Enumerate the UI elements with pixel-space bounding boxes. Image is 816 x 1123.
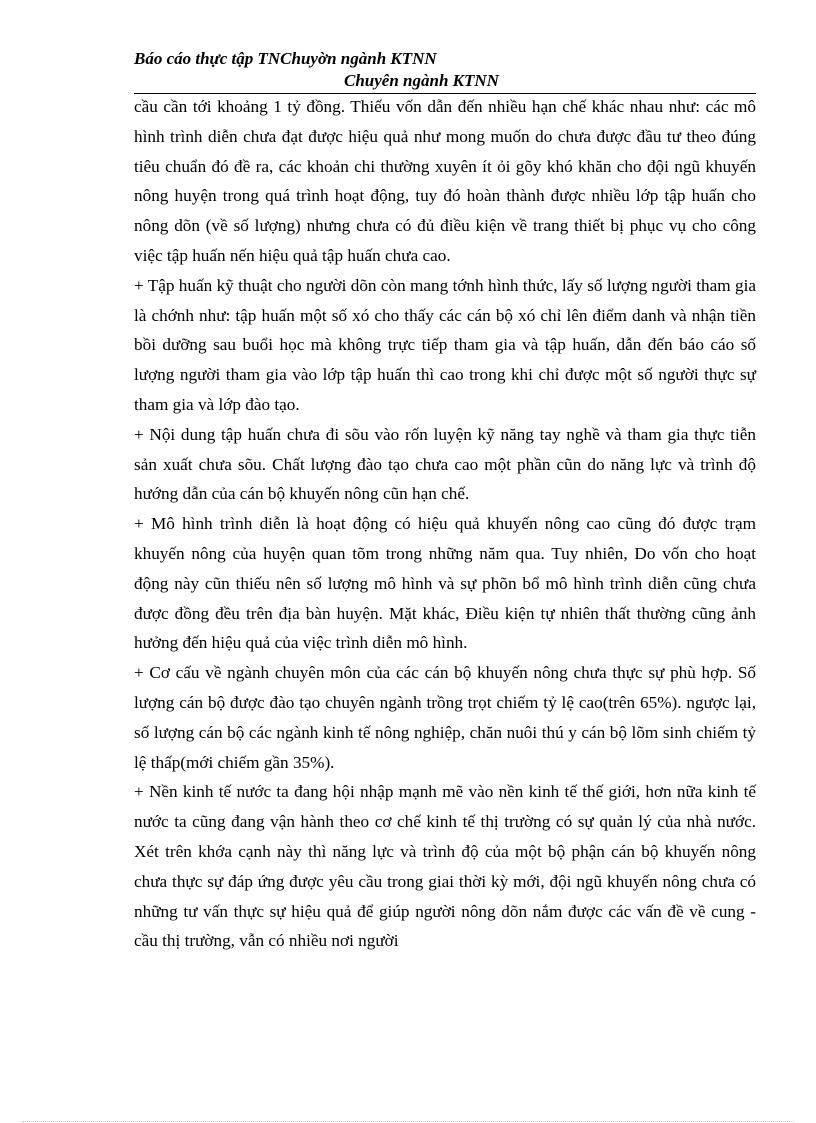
page-header [134, 48, 756, 92]
paragraph-demonstration-models: + Mô hình trình diễn là hoạt động có hiệu quả khuyến nông cao cũng đó được trạm khuyến nông của huyện quan tõm trong những năm qua. Tuy nhiên, Do vốn cho hoạt động này cũn thiếu nên số lượng mô hình và sự phõn bổ mô hình trình diễn cũng chưa được đồng đều trên địa bàn huyện. Mặt khác, Điều kiện tự nhiên thất thường cũng ảnh hưởng đến hiệu quả của việc trình diễn mô hình. [134, 514, 756, 653]
paragraph-economic-integration: + Nền kinh tế nước ta đang hội nhập mạnh mẽ vào nền kinh tế thế giới, hơn nữa kinh tế nước ta cũng đang vận hành theo cơ chế kinh tế thị trường có sự quản lý của nhà nước. Xét trên khớa cạnh này thì năng lực và trình độ của một bộ phận cán bộ khuyến nông chưa thực sự đáp ứng được yêu cầu trong giai thời kỳ mới, đội ngũ khuyến nông chưa có những tư vấn thực sự hiệu quả để giúp người nông dõn nắm được các vấn đề về cung - cầu thị trường, vẫn có nhiều nơi người [134, 782, 756, 951]
paragraph-staff-structure: + Cơ cấu về ngành chuyên môn của các cán bộ khuyến nông chưa thực sự phù hợp. Số lượng cán bộ được đào tạo chuyên ngành trồng trọt chiếm tỷ lệ cao(trên 65%). ngược lại, số lượng cán bộ các ngành kinh tế nông nghiệp, chăn nuôi thú y cán bộ lõm sinh chiếm tỷ lệ thấp(mới chiếm gần 35%). [134, 663, 756, 772]
paragraph-funding-shortage: cầu cần tới khoảng 1 tỷ đồng. Thiếu vốn dẫn đến nhiều hạn chế khác nhau như: các mô hình trình diễn chưa đạt được hiệu quả như mong muốn do chưa được đầu tư theo đúng tiêu chuẩn đó đề ra, các khoản chi thường xuyên ít ỏi gõy khó khăn cho đội ngũ khuyến nông huyện trong quá trình hoạt động, tuy đó hoàn thành được nhiều lớp tập huấn cho nông dõn (về số lượng) nhưng chưa có đủ điều kiện về trang thiết bị phục vụ cho công việc tập huấn nến hiệu quả tập huấn chưa cao. [134, 97, 756, 265]
body-text [134, 92, 756, 956]
paragraph-training-formality: + Tập huấn kỹ thuật cho người dõn còn mang tớnh hình thức, lấy số lượng người tham gia là chớnh như: tập huấn một số xó cho thấy các cán bộ xó chỉ lên điểm danh và nhận tiền bồi dưỡng sau buổi học mà không trực tiếp tham gia và tập huấn, dẫn đến báo cáo số lượng người tham gia vào lớp tập huấn thì cao trong khi chỉ được một số người thực sự tham gia và lớp đào tạo. [134, 275, 756, 414]
paragraph-training-content: + Nội dung tập huấn chưa đi sõu vào rốn luyện kỹ năng tay nghề và tham gia thực tiễn sản xuất chưa sõu. Chất lượng đào tạo chưa cao một phần cũn do năng lực và trình độ hướng dẫn của cán bộ khuyến nông cũn hạn chế. [134, 424, 756, 504]
header-major-title: Chuyên ngành KTNN [344, 71, 499, 90]
page-bottom-divider [22, 1121, 794, 1122]
header-report-title: Báo cáo thực tập TNChuyờn ngành KTNN [134, 49, 437, 68]
